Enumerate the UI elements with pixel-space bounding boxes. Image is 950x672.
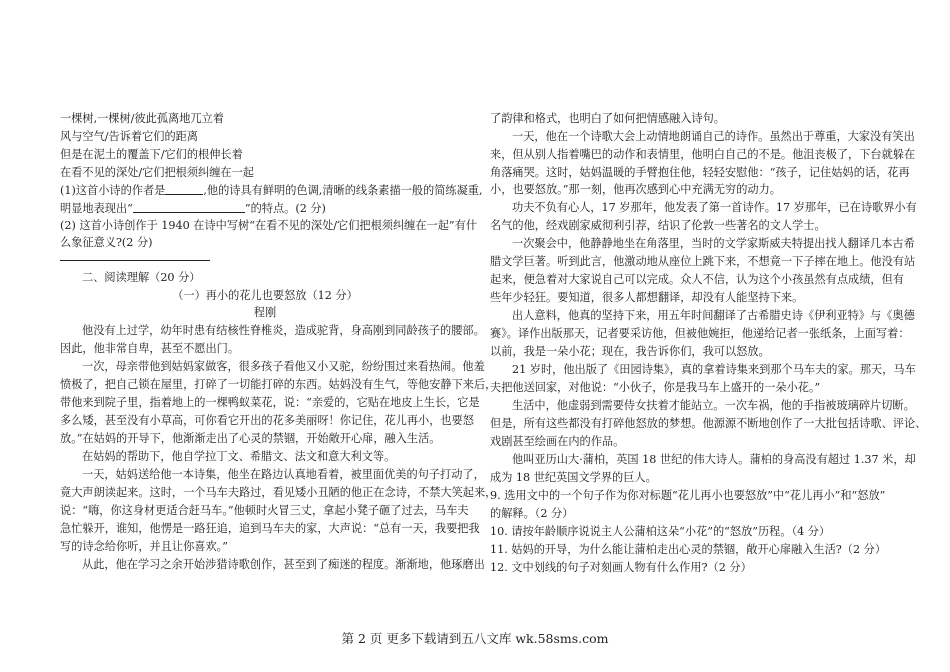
paragraph-line: 一次，母亲带他到姑妈家做客，很多孩子看他又小又驼，纷纷围过来看热闹。他羞 — [82, 360, 485, 373]
page-footer: 第 2 页 更多下载请到五八文库 wk.58sms.com — [341, 631, 609, 646]
question-9-line-1: 9. 选用文中的一个句子作为你对标题“花儿再小也要怒放”中“花儿再小”和“怒放” — [490, 489, 886, 502]
paragraph-line: 从此，他在学习之余开始涉猎诗歌创作，甚至到了痴迷的程度。渐渐地，他琢磨出 — [82, 558, 485, 571]
poem-line-2: 风与空气/告诉着它们的距离 — [60, 130, 199, 143]
question-2-line-2: 么象征意义?(2 分) — [60, 236, 153, 249]
paragraph-line: 他没有上过学，幼年时患有结核性脊椎炎，造成驼背，身高刚到同龄孩子的腰部。 — [82, 324, 485, 337]
question-1-text-a: (1)这首小诗的作者是 — [60, 184, 166, 197]
paragraph-line: 成为 18 世纪英国文学界的巨人。 — [490, 471, 657, 484]
question-2-line-1: (2) 这首小诗创作于 1940 在诗中写树“在看不见的深处/它们把根须纠缠在一起”有什 — [60, 219, 478, 232]
poem-line-1: 一棵树,一棵树/彼此孤离地兀立着 — [60, 112, 224, 125]
paragraph-line: 戏剧甚至绘画在内的作品。 — [490, 435, 625, 448]
paragraph-line: 因此，他非常自卑，甚至不愿出门。 — [60, 342, 240, 355]
paragraph-line: 急忙躲开，谁知，他愣是一路狂追，追到马车夫的家，大声说：“总有一天，我要把我 — [60, 522, 480, 535]
paragraph-line: 功夫不负有心人，17 岁那年，他发表了第一首诗作。17 岁那年，已在诗歌界小有 — [512, 201, 917, 214]
paragraph-line: 来，但从别人指着嘴巴的动作和表情里，他明白自己的不是。他沮丧极了，下台就躲在 — [490, 148, 916, 161]
paragraph-line: 他叫亚历山大·蒲柏，英国 18 世纪的伟大诗人。蒲柏的身高没有超过 1.37 米，却 — [512, 453, 916, 466]
question-1-text-d: ”的特点。(2 分) — [244, 202, 326, 215]
paragraph-line: 放。”在姑妈的开导下，他渐渐走出了心灵的禁锢，开始敞开心扉，融入生活。 — [60, 432, 441, 445]
paragraph-line: 些年少轻狂。要知道，很多人都想翻译，却没有人能坚持下来。 — [490, 291, 804, 304]
paragraph-line: 夫把他送回家，对他说：“小伙子，你是我马车上盛开的一朵小花。” — [490, 381, 821, 394]
question-12: 12. 文中划线的句子对刻画人物有什么作用?（2 分） — [490, 561, 752, 574]
paragraph-line: 赛》。译作出版那天，记者要采访他，但被他婉拒，他递给记者一张纸条，上面写着： — [490, 327, 910, 340]
paragraph-line: 多么矮，甚至没有小草高，可你看它开出的花多美丽呀！你记住，花儿再小，也要怒 — [60, 414, 474, 427]
paragraph-line: 在姑妈的帮助下，他自学拉丁文、希腊文、法文和意大利文等。 — [82, 450, 396, 463]
paragraph-line: 竟大声朗读起来。这时，一个马车夫路过，看见矮小丑陋的他正在念诗，不禁大笑起来， — [60, 486, 497, 499]
paragraph-line: 21 岁时，他出版了《田园诗集》，真的拿着诗集来到那个马车夫的家。那天，马车 — [512, 363, 916, 376]
article-title: （一）再小的花儿也要怒放（12 分） — [172, 289, 358, 302]
question-10: 10. 请按年龄顺序说说主人公蒲柏这朵“小花”的“怒放”历程。（4 分） — [490, 525, 831, 538]
paragraph-line: 一天，他在一个诗歌大会上动情地朗诵自己的诗作。虽然出于尊重，大家没有笑出 — [512, 130, 915, 143]
paragraph-line: 愤极了，把自己锁在屋里，打碎了一切能打碎的东西。姑妈没有生气，等他安静下来后， — [60, 378, 497, 391]
question-1-text-c: 明显地表现出“ — [60, 202, 133, 215]
paragraph-line: 一次聚会中，他静静地坐在角落里，当时的文学家斯威夫特提出找人翻译几本古希 — [512, 237, 915, 250]
paragraph-line: 了韵律和格式，也明白了如何把情感融入诗句。 — [490, 112, 725, 125]
section-title: 二、阅读理解（20 分） — [82, 271, 201, 284]
paragraph-line: 生活中，他虚弱到需要侍女扶着才能站立。一次车祸，他的手指被玻璃碎片切断。 — [512, 399, 915, 412]
paragraph-line: 写的诗念给你听，并且让你喜欢。” — [60, 540, 228, 553]
paragraph-line: 起来，便急着对大家说自己可以完成。众人不信，认为这个小孩虽然有点成绩，但有 — [490, 273, 904, 286]
article-author: 程刚 — [253, 306, 277, 319]
poem-line-3: 但是在泥土的覆盖下/它们的根伸长着 — [60, 148, 243, 161]
question-1-text-b: ,他的诗具有鲜明的色调,清晰的线条素描一般的简练凝重, — [203, 184, 483, 197]
paragraph-line: 一天，姑妈送给他一本诗集，他坐在路边认真地看着，被里面优美的句子打动了， — [82, 468, 485, 481]
question-11: 11. 姑妈的开导，为什么能让蒲柏走出心灵的禁锢，敞开心扉融入生活?（2 分） — [490, 543, 887, 556]
answer-blank-author — [165, 183, 203, 195]
question-9-line-2: 的解释。（2 分） — [490, 507, 574, 520]
paragraph-line: 但是，所有这些都没有打碎他怒放的梦想。他源源不断地创作了一大批包括诗歌、评论、 — [490, 417, 927, 430]
paragraph-line: 腊文学巨著。听到此言，他激动地从座位上跳下来，不想竟一下子摔在地上。他没有站 — [490, 255, 916, 268]
paragraph-line: 出人意料，他真的坚持下来，用五年时间翻译了古希腊史诗《伊利亚特》与《奥德 — [512, 309, 915, 322]
question-1-line-1 — [60, 183, 483, 198]
paragraph-line: 名气的他，经戏剧家威彻利引荐，结识了伦敦一些著名的文人学士。 — [490, 219, 826, 232]
paragraph-line: 说：“嗨，你这身材更适合赶马车。”他顿时火冒三丈，拿起小凳子砸了过去，马车夫 — [60, 504, 469, 517]
paragraph-line: 以前，我是一朵小花；现在，我告诉你们，我可以怒放。 — [490, 345, 770, 358]
question-1-line-2 — [60, 201, 326, 216]
paragraph-line: 带他来到院子里，指着地上的一棵鸭蚁菜花，说：“亲爱的，它贴在地皮上生长，它是 — [60, 396, 480, 409]
answer-line — [60, 260, 210, 261]
paragraph-line: 角落痛哭。这时，姑妈温暖的手臂抱住他，轻轻安慰他：“孩子，记住姑妈的话，花再 — [490, 166, 910, 179]
answer-blank-feature — [133, 201, 245, 213]
poem-line-4: 在看不见的深处/它们把根须纠缠在一起 — [60, 166, 254, 179]
paragraph-line: 小，也要怒放。”那一刻，他再次感到心中充满无穷的动力。 — [490, 183, 781, 196]
